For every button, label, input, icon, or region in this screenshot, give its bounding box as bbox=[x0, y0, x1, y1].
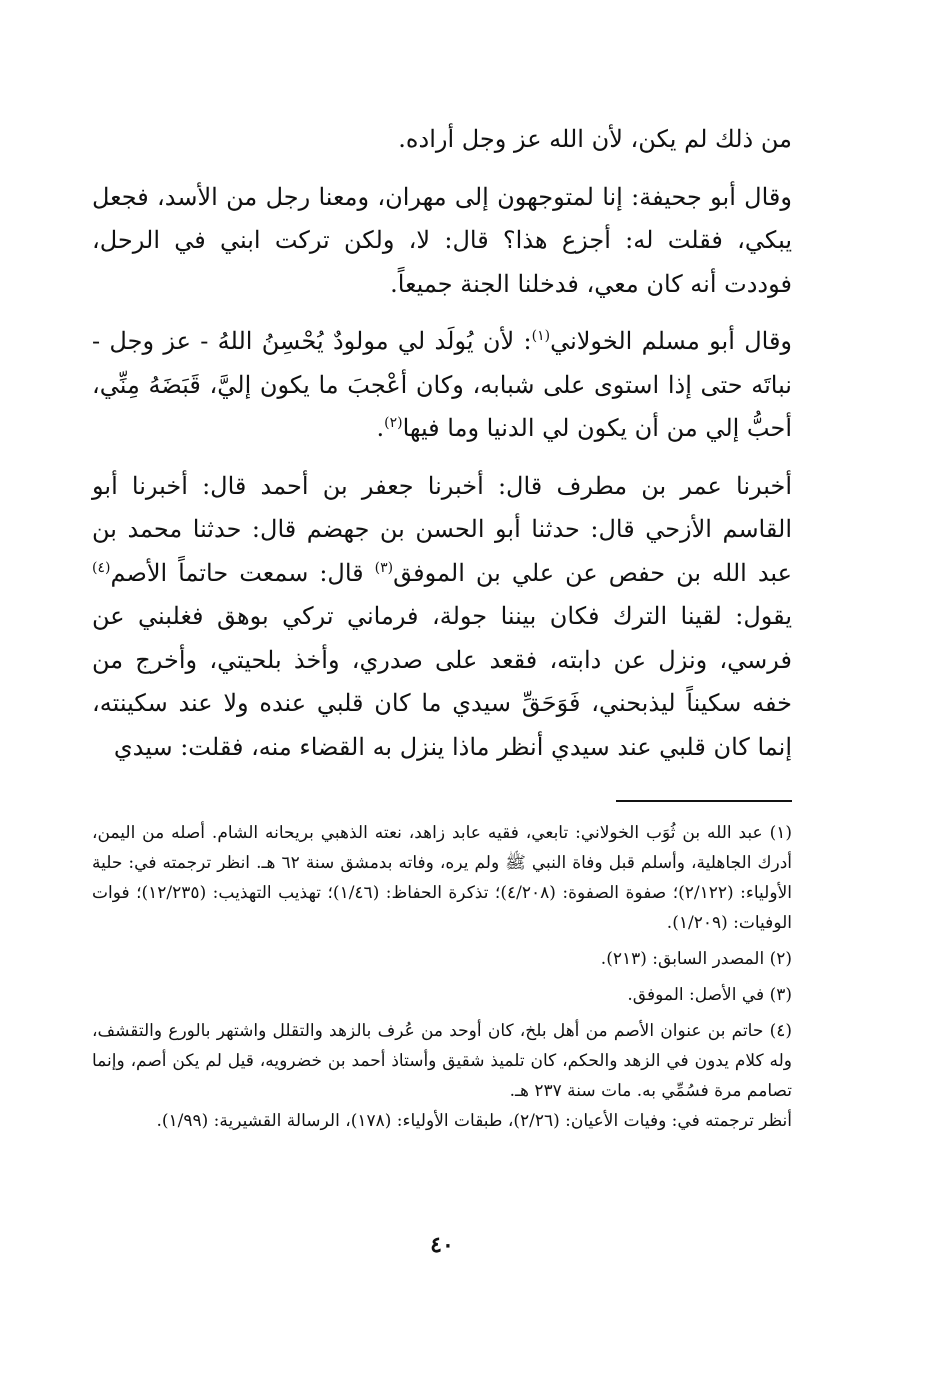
footnote-ref-2: (٢) bbox=[384, 415, 403, 431]
paragraph-4 bbox=[92, 465, 792, 770]
footnote-ref-3: (٣) bbox=[374, 559, 394, 576]
book-page bbox=[92, 0, 792, 1383]
paragraph-4-start: أخبرنا عمر بن مطرف قال: أخبرنا جعفر بن أحمد قال: أخبرنا أبو القاسم الأزحي قال: حدثنا أبو الحسن بن جهضم قال: حدثنا محمد بن عبد الله بن حفص عن علي بن الموفق bbox=[92, 471, 792, 587]
footnote-4: (٤) حاتم بن عنوان الأصم من أهل بلخ، كان أوحد من عُرف بالزهد والتقلل واشتهر بالورع والتقشف، وله كلام يدون في الزهد والحكم، كان تلميذ شقيق وأستاذ أحمد بن خضرويه، قيل لم يكن أصم، وإنما تصامم مرة فسُمِّي به. مات سنة ٢٣٧ هـ. bbox=[92, 1021, 792, 1101]
paragraph-4-body: يقول: لقينا الترك فكان بيننا جولة، فرماني تركي بوهق فغلبني عن فرسي، ونزل عن دابته، فقعد على صدري، وأخذ بلحيتي، وأخرج من خفه سكيناً ليذبحني، فَوَحَقِّ سيدي ما كان قلبي عنده ولا عند سكينته، إنما كان قلبي عند سيدي أنظر ماذا ينزل به القضاء منه، فقلت: سيدي bbox=[92, 602, 792, 761]
footnote-ref-4: (٤) bbox=[92, 559, 111, 576]
paragraph-3 bbox=[92, 320, 792, 451]
footnote-4-sources: أنظر ترجمته في: وفيات الأعيان: (٢/٢٦)، طبقات الأولياء: (١٧٨)، الرسالة القشيرية: (١/٩٩). bbox=[156, 1111, 792, 1131]
paragraph-3-body: : لأن يُولَد لي مولودٌ يُحْسِنُ اللهُ - عز وجل - نباتَه حتى إذا استوى على شبابه، وكان أعْجبَ ما يكون إليَّ، قَبَضَهُ مِنِّي، أحبُّ إلي من أن يكون لي الدنيا وما فيها bbox=[92, 327, 792, 442]
paragraph-2: وقال أبو جحيفة: إنا لمتوجهون إلى مهران، ومعنا رجل من الأسد، فجعل يبكي، فقلت له: أجزع هذا؟ قال: لا، ولكن تركت ابني في الرحل، فوددت أنه كان معي، فدخلنا الجنة جميعاً. bbox=[92, 182, 792, 298]
paragraph-4-middle: قال: سمعت حاتماً الأصم bbox=[110, 558, 375, 587]
footnote-separator bbox=[616, 800, 792, 802]
footnote-3: (٣) في الأصل: الموفق. bbox=[627, 985, 792, 1005]
page-number: ٤٠ bbox=[430, 1232, 454, 1258]
paragraph-3-end: . bbox=[376, 414, 385, 442]
footnote-2: (٢) المصدر السابق: (٢١٣). bbox=[600, 949, 792, 969]
paragraph-1: من ذلك لم يكن، لأن الله عز وجل أراده. bbox=[398, 125, 792, 153]
footnote-ref-1: (١) bbox=[531, 328, 551, 344]
paragraph-3-start: وقال أبو مسلم الخولاني bbox=[550, 327, 793, 355]
footnotes bbox=[92, 818, 792, 1142]
footnote-1: (١) عبد الله بن ثُوَب الخولاني: تابعي، فقيه عابد زاهد، نعته الذهبي بريحانه الشام. أصله من اليمن، أدرك الجاهلية، وأسلم قبل وفاة النبي ﷺ ولم يره، وفاته بدمشق سنة ٦٢ هـ. انظر ترجمته في: حلية الأولياء: (٢/١٢٢)؛ صفوة الصفوة: (٤/٢٠٨)؛ تذكرة الحفاظ: (١/٤٦)؛ تهذيب التهذيب: (١٢/٢٣٥)؛ فوات الوفيات: (١/٢٠٩). bbox=[92, 823, 792, 933]
main-text bbox=[92, 118, 792, 783]
